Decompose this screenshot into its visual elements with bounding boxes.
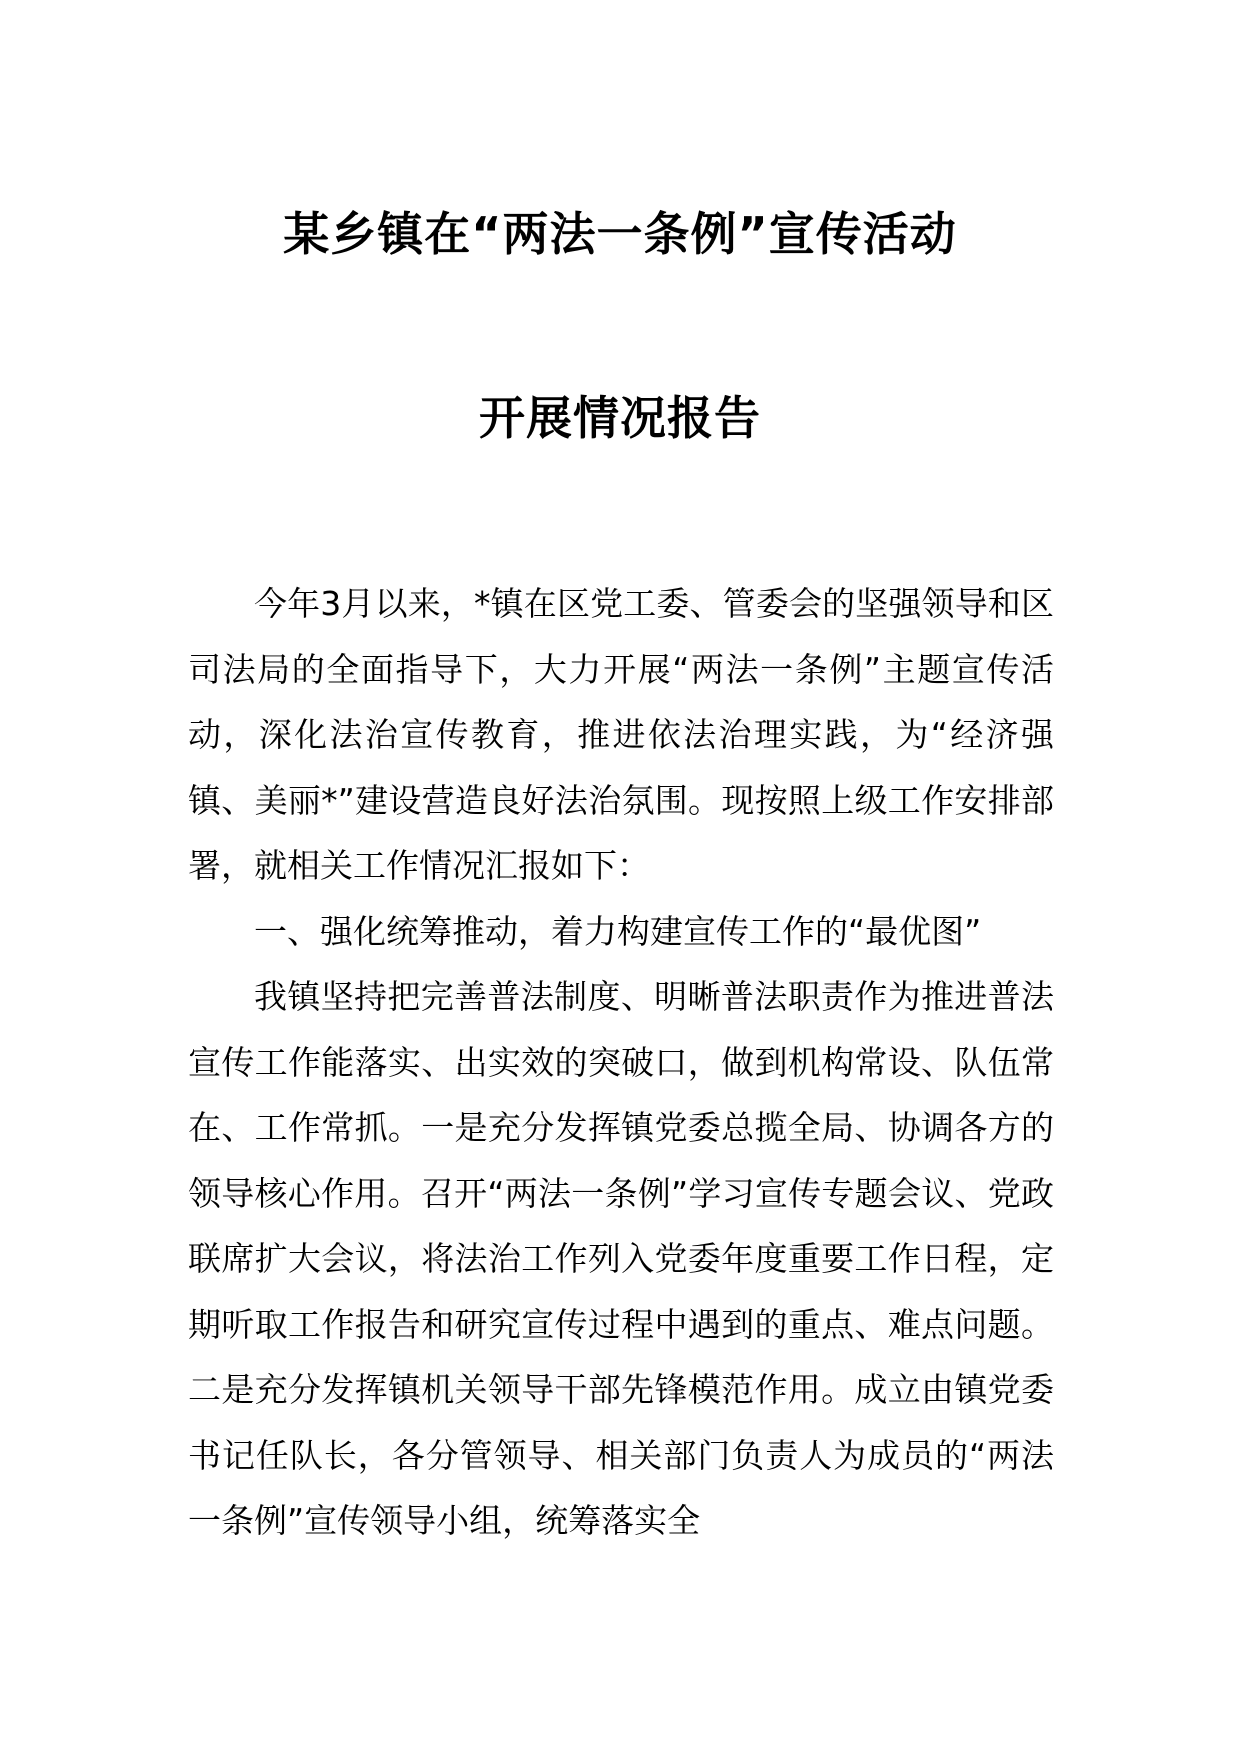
- document-title-line-1: 某乡镇在“两法一条例”宣传活动: [283, 207, 957, 261]
- document-title-line-2: 开展情况报告: [479, 391, 761, 445]
- paragraph-section-1: 我镇坚持把完善普法制度、明晰普法职责作为推进普法宣传工作能落实、出实效的突破口，做到机构常设、队伍常在、工作常抓。一是充分发挥镇党委总揽全局、协调各方的领导核心作用。召开“两法一条例”学习宣传专题会议、党政联席扩大会议，将法治工作列入党委年度重要工作日程，定期听取工作报告和研究宣传过程中遇到的重点、难点问题。二是充分发挥镇机关领导干部先锋模范作用。成立由镇党委书记任队长，各分管领导、相关部门负责人为成员的“两法一条例”宣传领导小组，统筹落实全: [188, 977, 1054, 1540]
- document-body: [188, 571, 1054, 1554]
- section-heading-1: 一、强化统筹推动，着力构建宣传工作的“最优图”: [254, 911, 982, 951]
- paragraph-intro: 今年3月以来，*镇在区党工委、管委会的坚强领导和区司法局的全面指导下，大力开展“两法一条例”主题宣传活动，深化法治宣传教育，推进依法治理实践，为“经济强镇、美丽*”建设营造良好法治氛围。现按照上级工作安排部署，就相关工作情况汇报如下：: [188, 584, 1054, 885]
